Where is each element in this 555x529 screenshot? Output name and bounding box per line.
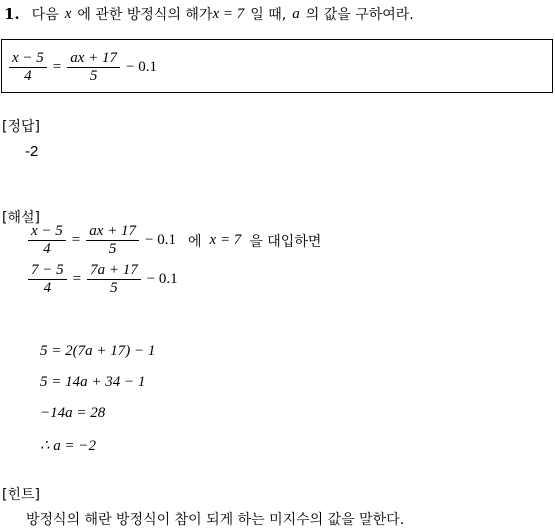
problem-number: 1. bbox=[4, 5, 20, 23]
solution-line-1: $\frac{x - 5}{4}$ = $\frac{ax + 17}{5}$ − 0.1 에 x = 7 을 대입하면 bbox=[26, 223, 321, 258]
s2-rhs-denominator: 5 bbox=[110, 280, 118, 296]
answer-header: [정답] bbox=[2, 119, 40, 135]
s2-lhs-fraction bbox=[28, 262, 67, 297]
given-lhs-denominator: 4 bbox=[24, 68, 32, 84]
solution-step: 5 = 14a + 34 − 1 bbox=[40, 374, 146, 390]
given-rhs-denominator: 5 bbox=[89, 68, 98, 84]
s2-rhs-numerator: 7a + 17 bbox=[87, 262, 141, 280]
s1-note-a: 에 bbox=[188, 233, 202, 250]
solution-header: [해설] bbox=[2, 210, 40, 226]
problem-var-x: x bbox=[64, 5, 72, 22]
given-equals: = bbox=[52, 59, 62, 75]
given-lhs-numerator: x − 5 bbox=[9, 50, 47, 68]
given-tail: − 0.1 bbox=[126, 59, 157, 75]
s1-rhs-denominator: 5 bbox=[108, 241, 117, 257]
given-equation bbox=[7, 50, 161, 85]
problem-text-d: 의 값을 구하여라. bbox=[305, 7, 414, 23]
s2-rhs-fraction bbox=[87, 262, 141, 297]
problem-condition: x = 7 bbox=[212, 5, 245, 22]
hint-header: [힌트] bbox=[2, 487, 40, 503]
hint-text: 방정식의 해란 방정식이 참이 되게 하는 미지수의 값을 말한다. bbox=[26, 512, 405, 528]
problem-statement bbox=[4, 4, 414, 24]
s1-note-condition: x = 7 bbox=[209, 232, 242, 248]
given-lhs-fraction bbox=[9, 50, 47, 85]
problem-var-a: a bbox=[292, 5, 300, 22]
s1-rhs-numerator: ax + 17 bbox=[86, 223, 139, 241]
s1-tail: − 0.1 bbox=[145, 232, 176, 248]
s1-rhs-fraction bbox=[86, 223, 139, 258]
solution-step: 5 = 2(7a + 17) − 1 bbox=[40, 343, 156, 359]
s1-note-b: 을 대입하면 bbox=[249, 233, 322, 250]
s1-lhs-denominator: 4 bbox=[43, 241, 51, 257]
s1-lhs-numerator: x − 5 bbox=[28, 223, 66, 241]
solution-step: −14a = 28 bbox=[40, 405, 106, 421]
equation-box bbox=[1, 39, 553, 93]
problem-text-c: 일 때, bbox=[250, 7, 287, 23]
answer-value: -2 bbox=[25, 143, 39, 160]
problem-text-b: 에 관한 방정식의 해가 bbox=[77, 7, 213, 23]
s1-lhs-fraction bbox=[28, 223, 66, 258]
given-rhs-numerator: ax + 17 bbox=[67, 50, 120, 68]
problem-text-a: 다음 bbox=[31, 7, 59, 23]
s2-lhs-numerator: 7 − 5 bbox=[28, 262, 67, 280]
solution-line-2: $\frac{7 - 5}{4}$ = $\frac{7a + 17}{5}$ − 0.1 bbox=[26, 262, 182, 297]
s2-tail: − 0.1 bbox=[146, 271, 178, 287]
given-rhs-fraction bbox=[67, 50, 120, 85]
solution-step: ∴ a = −2 bbox=[40, 438, 97, 454]
s2-lhs-denominator: 4 bbox=[43, 280, 52, 296]
